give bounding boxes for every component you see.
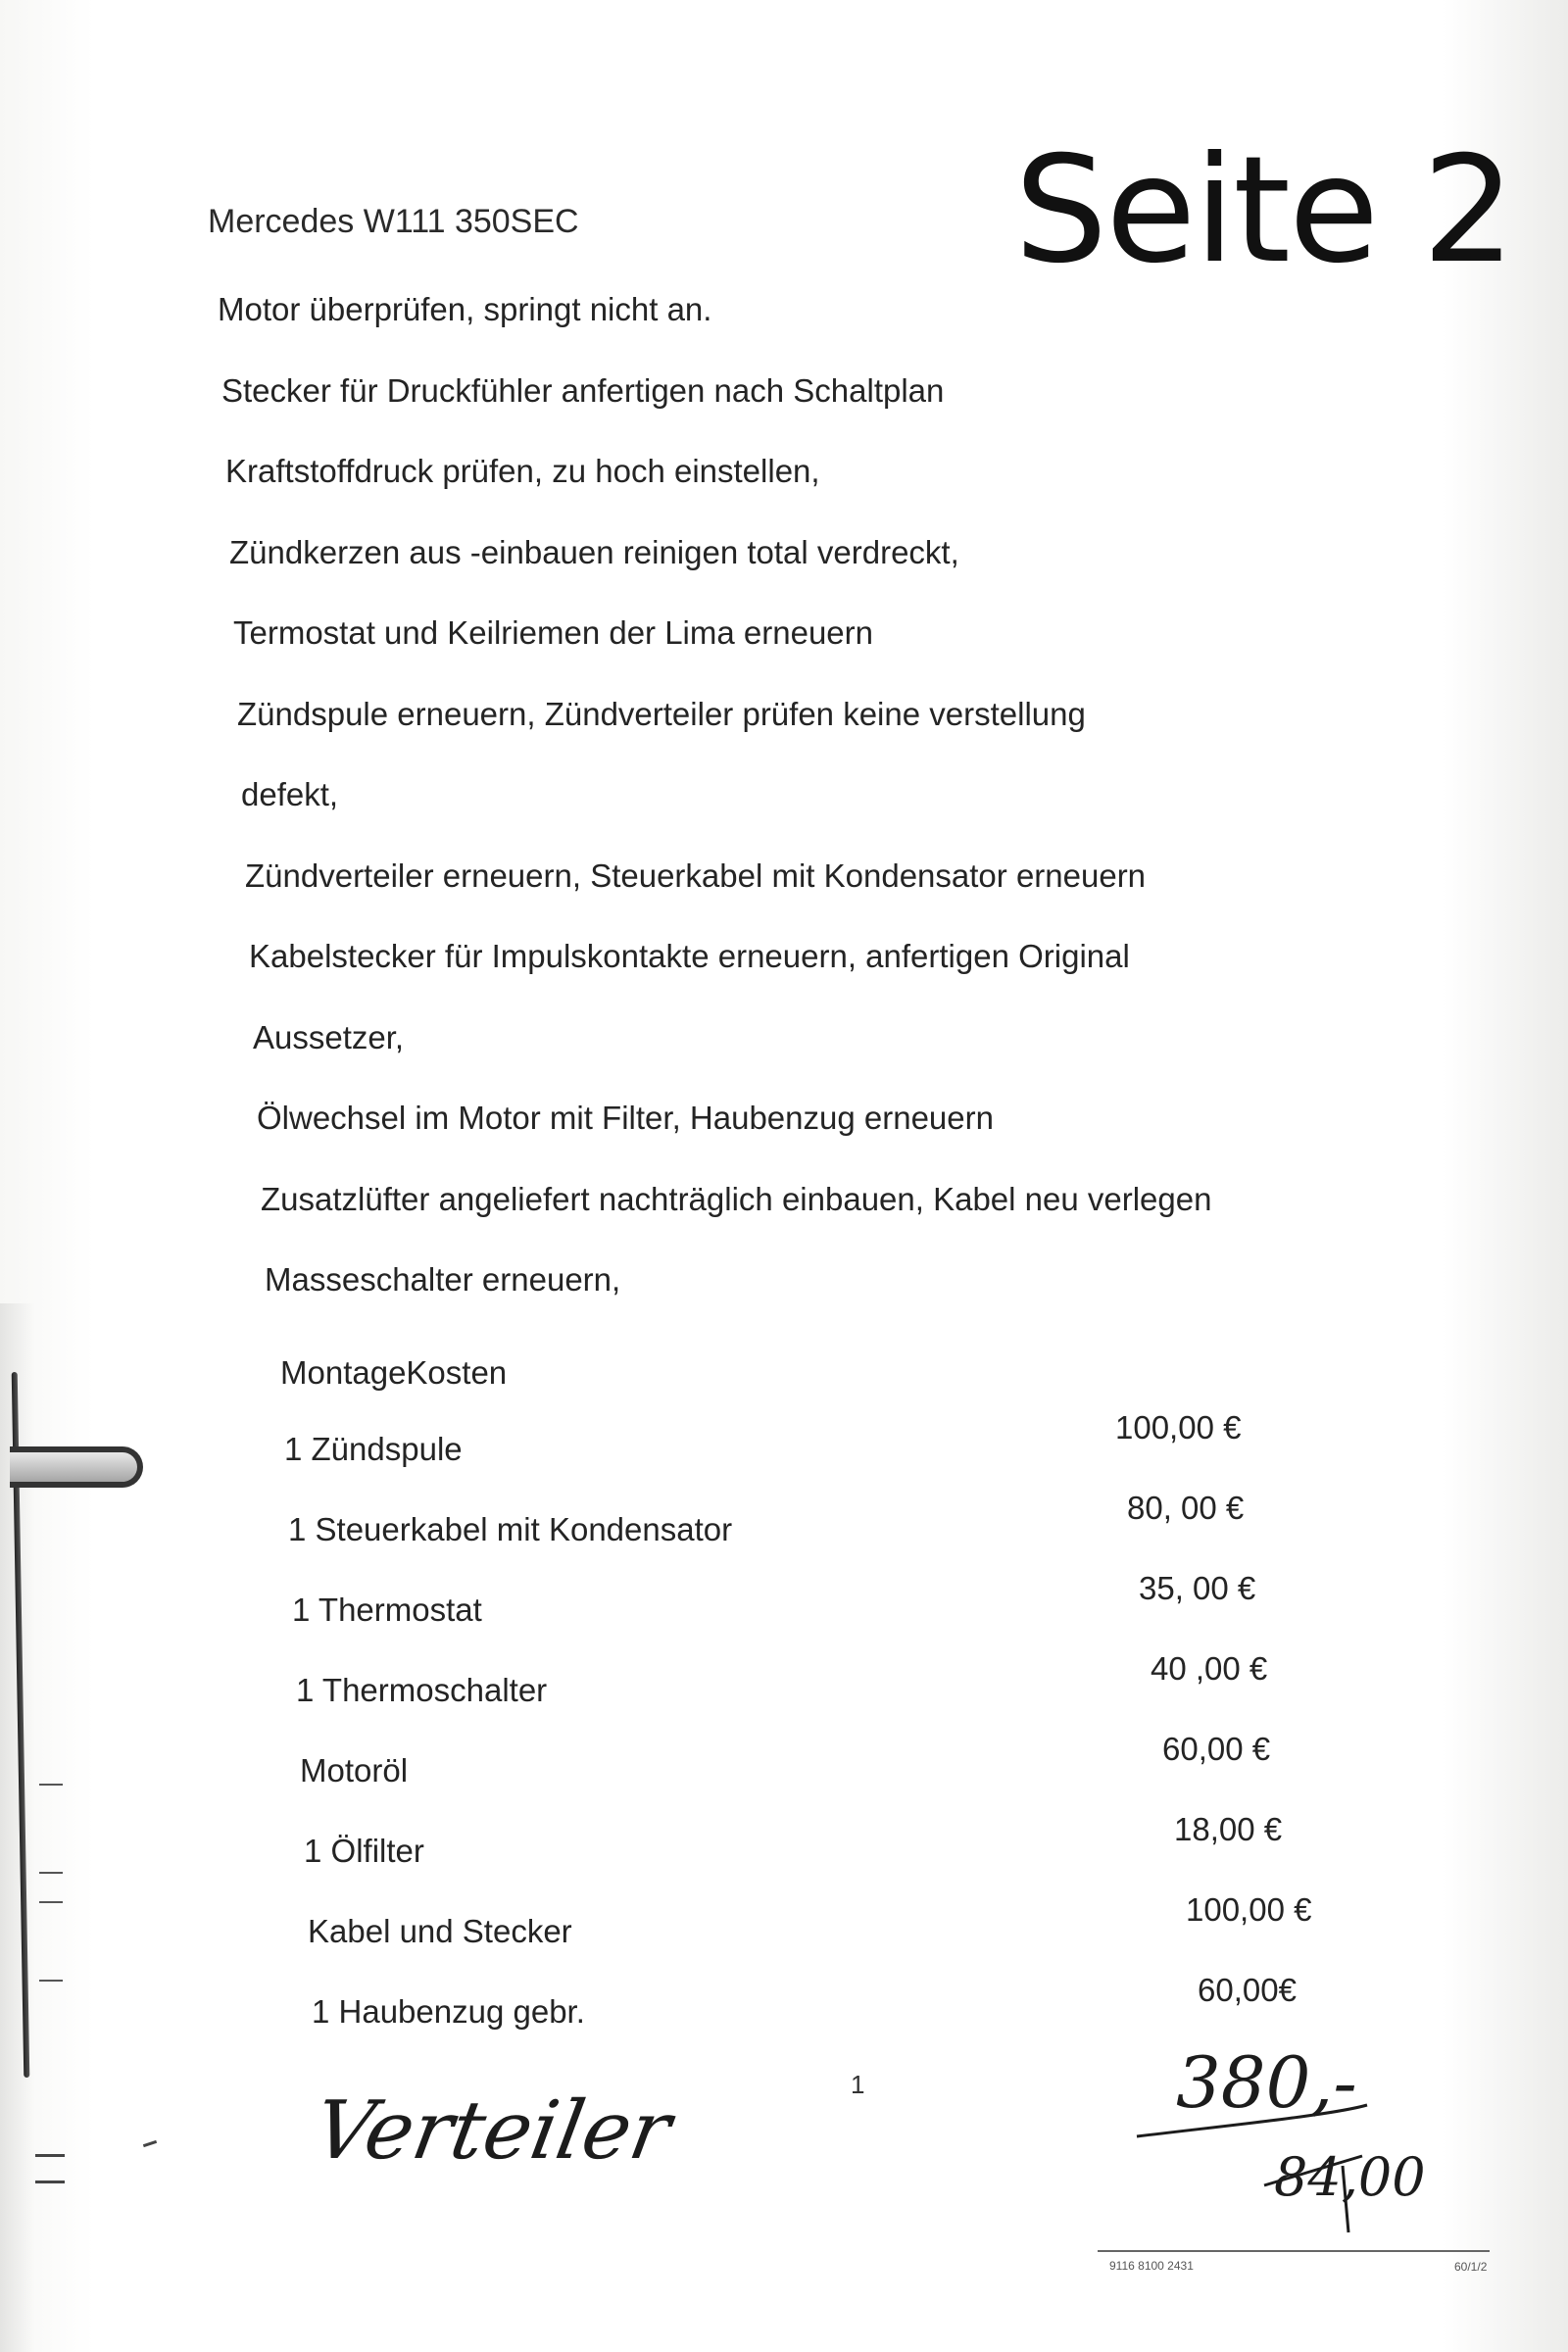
signature-scribble <box>323 2058 696 2185</box>
work-item: Masseschalter erneuern, <box>265 1261 621 1298</box>
work-item: Zusatzlüfter angeliefert nachträglich einbauen, Kabel neu verlegen <box>261 1180 1212 1217</box>
handwritten-signature <box>323 2058 696 2185</box>
cost-item-row <box>0 1570 1568 1646</box>
cost-item-price: 100,00 € <box>1186 1891 1312 1928</box>
margin-double-line <box>35 2154 65 2183</box>
cost-item-label: 1 Ölfilter <box>304 1833 424 1869</box>
cost-item-price: 35, 00 € <box>1139 1570 1256 1606</box>
footer-code: 9116 8100 2431 <box>1109 2259 1194 2273</box>
cost-item-price: 18,00 € <box>1174 1811 1283 1847</box>
cost-item-label: 1 Haubenzug gebr. <box>312 1993 585 2030</box>
cost-item-label: Motoröl <box>300 1752 409 1788</box>
work-item: Zündspule erneuern, Zündverteiler prüfen keine verstellung <box>237 695 1086 732</box>
page-title: Seite 2 <box>1014 125 1514 296</box>
work-item: defekt, <box>241 776 339 812</box>
signature-text: Verteiler <box>323 2083 678 2178</box>
work-item: Termostat und Keilriemen der Lima erneuern <box>233 614 873 651</box>
handwritten-total <box>1117 2019 1470 2244</box>
cost-item-row <box>0 1891 1568 1968</box>
new-total-text: 380,- <box>1176 2041 1357 2124</box>
work-item: Ölwechsel im Motor mit Filter, Haubenzug erneuern <box>257 1100 994 1136</box>
binder-tick <box>39 1901 63 1903</box>
cost-item-price: 40 ,00 € <box>1151 1650 1268 1687</box>
cost-item-label: Kabel und Stecker <box>308 1913 572 1949</box>
work-item: Zündkerzen aus -einbauen reinigen total verdreckt, <box>229 533 959 570</box>
binder-tick <box>39 1980 63 1982</box>
cost-item-price: 100,00 € <box>1115 1409 1242 1446</box>
work-item: Stecker für Druckfühler anfertigen nach Schaltplan <box>221 371 945 409</box>
work-item: Kabelstecker für Impulskontakte erneuern, anfertigen Original <box>249 938 1130 974</box>
crossed-total-text: 84,00 <box>1274 2146 1426 2208</box>
work-item: Kraftstoffdruck prüfen, zu hoch einstellen, <box>225 453 820 489</box>
cost-item-price: 80, 00 € <box>1127 1490 1245 1526</box>
margin-dash <box>143 2140 157 2147</box>
footer-page-ref: 60/1/2 <box>1454 2260 1488 2274</box>
footer-rule <box>1098 2250 1490 2252</box>
cost-item-label: 1 Steuerkabel mit Kondensator <box>288 1511 733 1547</box>
cost-item-row <box>0 1409 1568 1486</box>
cost-item-price: 60,00€ <box>1198 1972 1297 2008</box>
page-number: 1 <box>851 2070 865 2099</box>
cost-item-price: 60,00 € <box>1162 1731 1271 1767</box>
cost-item-row <box>0 1490 1568 1566</box>
cost-item-label: 1 Thermostat <box>292 1592 482 1628</box>
work-item: Aussetzer, <box>253 1018 405 1055</box>
cost-item-label: 1 Thermoschalter <box>296 1672 548 1708</box>
vehicle-title: Mercedes W111 350SEC <box>208 203 579 240</box>
cost-item-row <box>0 1731 1568 1807</box>
cost-heading: MontageKosten <box>280 1354 508 1391</box>
work-item: Motor überprüfen, springt nicht an. <box>218 291 712 327</box>
cost-item-row <box>0 1650 1568 1727</box>
work-item: Zündverteiler erneuern, Steuerkabel mit Kondensator erneuern <box>245 857 1147 894</box>
cost-item-label: 1 Zündspule <box>284 1431 463 1467</box>
cost-item-row <box>0 1811 1568 1887</box>
total-scribble <box>1117 2019 1470 2244</box>
